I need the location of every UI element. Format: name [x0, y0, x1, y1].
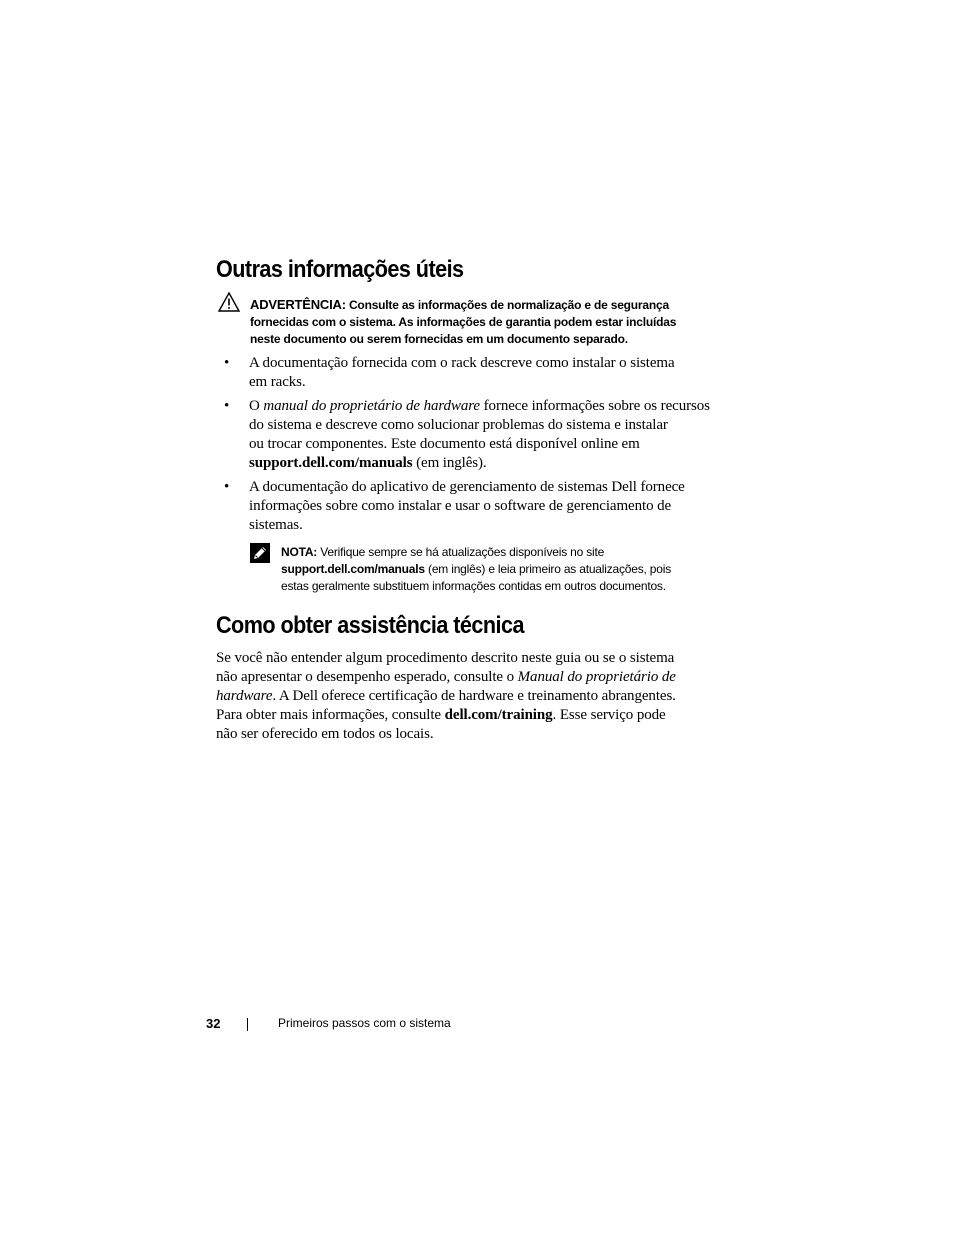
footer-chapter-title: Primeiros passos com o sistema [278, 1016, 451, 1030]
note-support-link[interactable]: support.dell.com/manuals [281, 562, 425, 576]
assistance-paragraph: Se você não entender algum procedimento descrito neste guia ou se o sistema não apresentar o desempenho esperado, consulte o Manual do proprietário de hardware. A Dell oferece certificação de hardware e treinamento abrangentes. Para obter mais informações, consulte dell.com/training. Esse serviço pode não ser oferecido em todos os locais. [216, 650, 676, 742]
bullet-dot: • [224, 398, 230, 414]
warning-triangle-icon [218, 292, 240, 312]
warning-line3: neste documento ou serem fornecidas em um documento separado. [250, 332, 628, 346]
bullet-dot: • [224, 355, 230, 371]
list-item: • O manual do proprietário de hardware fornece informações sobre os recursos do sistema e descreve como solucionar problemas do sistema e instalar ou trocar componentes. Este documento está disponível online em support.dell.com/manuals (em inglês). [224, 398, 710, 471]
bullet-dot: • [224, 479, 230, 495]
warning-line2: fornecidas com o sistema. As informações de garantia podem estar incluídas [250, 315, 677, 329]
footer-separator [247, 1018, 248, 1031]
list-item: • A documentação do aplicativo de gerenciamento de sistemas Dell fornece informações sobre como instalar e usar o software de gerenciamento de sistemas. [224, 479, 685, 533]
note-pencil-icon [250, 543, 270, 563]
section-title-outras-informacoes: Outras informações úteis [216, 256, 464, 283]
warning-label: ADVERTÊNCIA: [250, 297, 346, 312]
warning-text [250, 296, 740, 348]
info-bullet-list [216, 354, 716, 540]
support-manuals-link[interactable]: support.dell.com/manuals [249, 455, 413, 471]
dell-training-link[interactable]: dell.com/training [444, 707, 553, 723]
manual-title-italic: manual do proprietário de hardware [263, 398, 480, 414]
note-label: NOTA: [281, 545, 318, 559]
list-item: • A documentação fornecida com o rack descreve como instalar o sistema em racks. [224, 355, 675, 390]
page-number: 32 [206, 1016, 221, 1031]
note-text: NOTA: Verifique sempre se há atualizações disponíveis no site support.dell.com/manuals (em inglês) e leia primeiro as atualizações, pois estas geralmente substituem informações contidas em outros documentos. [281, 545, 672, 593]
warning-line1: Consulte as informações de normalização e de segurança [348, 298, 669, 312]
section-title-assistencia-tecnica: Como obter assistência técnica [216, 612, 524, 639]
